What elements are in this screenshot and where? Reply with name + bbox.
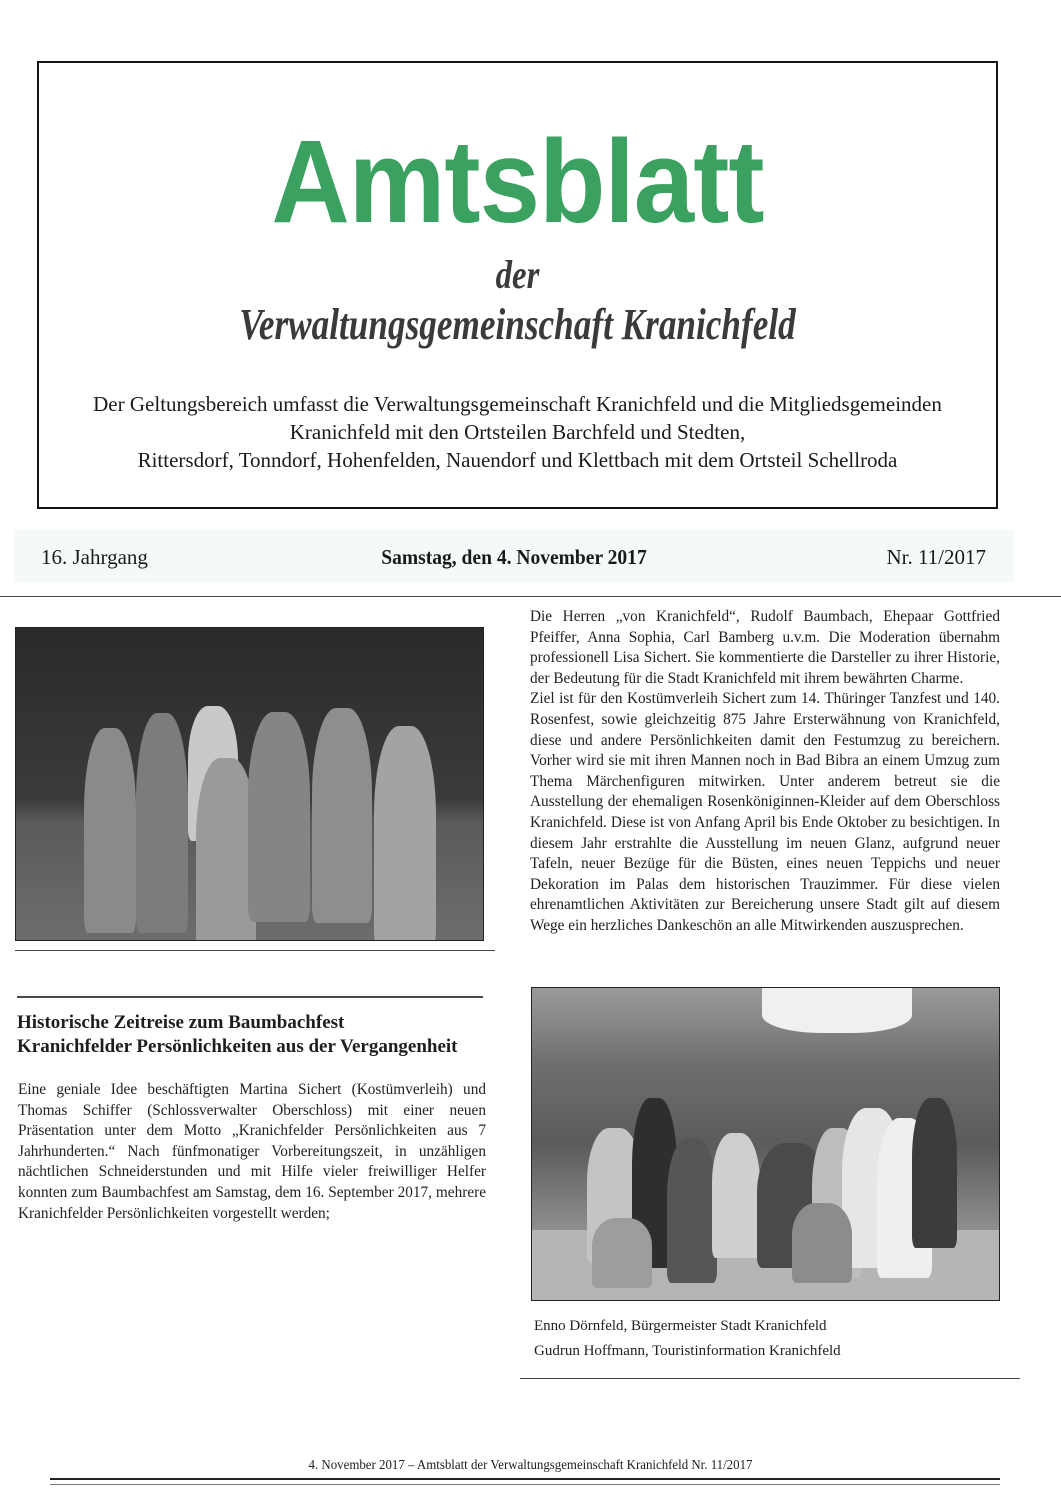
photo-figure [667,1138,717,1283]
footer-rule [50,1478,1000,1480]
photo-group-costumes [531,987,1000,1301]
article-continuation [530,607,1000,937]
photo-figure [84,728,136,933]
publication-subtitle-org: Verwaltungsgemeinschaft Kranichfeld [239,300,796,349]
photo-figure [196,758,256,941]
footer-rule-lower [50,1484,1000,1485]
photo-figure [592,1218,652,1288]
photo-figure [792,1203,852,1283]
article-heading-line: Kranichfelder Persönlichkeiten aus der Vergangenheit [17,1036,458,1057]
article-divider [17,996,483,998]
paragraph: Ziel ist für den Kostümverleih Sichert zum 14. Thüringer Tanzfest und 140. Rosenfest, sowie gleichzeitig 875 Jahre Ersterwähnung von Kranichfeld, diese und andere Persönlichkeiten damit den Festumzug zu bereichern. Vorher wird sie mit ihren Mannen noch in Bad Bibra an einem Umzug zum Thema Märchenfiguren mitwirken. Unter anderem betreut sie die Ausstellung der ehemaligen Rosenköniginnen-Kleider auf dem Oberschloss Kranichfeld. Diese ist von Anfang April bis Ende Oktober zu besichtigen. In diesem Jahr erstrahlte die Ausstellung im neuen Glanz, aufgrund neuer Tafeln, neuer Bezüge für die Büsten, eines neuen Teppichs und neuer Dekoration im Palas dem historischen Trauzimmer. Für diese vielen ehrenamtlichen Aktivitäten zur Bereicherung unsere Stadt gilt auf diesem Wege ein herzliches Dankeschön an alle Mitwirkenden auszusprechen. [530,690,1000,934]
issue-date: Samstag, den 4. November 2017 [381,545,647,569]
photo-girls-costumes [15,627,484,941]
publication-subtitle-der: der [495,252,540,297]
masthead-box [37,61,998,509]
photo-divider [15,950,495,951]
photo-figure [374,726,436,941]
signature-divider [520,1378,1020,1379]
signature-line: Gudrun Hoffmann, Touristinformation Kranichfeld [534,1343,841,1359]
paragraph: Die Herren „von Kranichfeld“, Rudolf Baumbach, Ehepaar Gottfried Pfeiffer, Anna Sophia, Carl Bamberg u.v.m. Die Moderation übernahm professionell Lisa Sichert. Sie kommentierte die Darsteller zu ihrer Historie, der Bedeutung für die Stadt Kranichfeld mit ihrem bewährten Charme. [530,608,1000,687]
article-heading-line: Historische Zeitreise zum Baumbachfest [17,1012,345,1033]
page-footer: 4. November 2017 – Amtsblatt der Verwaltungsgemeinschaft Kranichfeld Nr. 11/2017 [308,1458,753,1473]
jurisdiction-statement [39,390,996,474]
photo-figure [312,708,372,923]
photo-figure [248,712,310,922]
publication-title: Amtsblatt [271,116,764,248]
photo-figure [912,1098,957,1248]
issue-info-band [14,530,1014,582]
issue-number: Nr. 11/2017 [886,545,986,569]
scope-line: Rittersdorf, Tonndorf, Hohenfelden, Nauendorf und Klettbach mit dem Ortsteil Schellroda [137,448,898,472]
photo-figure [712,1133,760,1258]
scope-line: Kranichfeld mit den Ortsteilen Barchfeld und Stedten, [289,420,746,444]
photo-sky [762,988,912,1033]
signature-line: Enno Dörnfeld, Bürgermeister Stadt Kranichfeld [534,1318,827,1334]
signature-block [534,1314,841,1364]
article-body: Eine geniale Idee beschäftigten Martina Sichert (Kostümverleih) und Thomas Schiffer (Schlossverwalter Oberschloss) mit einer neuen Präsentation unter dem Motto „Kranichfelder Persönlichkeiten aus 7 Jahrhunderten.“ Nach fünfmonatiger Vorbereitungszeit, in unzähligen nächtlichen Schneiderstunden und mit Hilfe vieler freiwilliger Helfer konnten zum Baumbachfest am Samstag, dem 16. September 2017, mehrere Kranichfelder Persönlichkeiten vorgestellt werden; [18,1081,486,1222]
scope-line: Der Geltungsbereich umfasst die Verwaltungsgemeinschaft Kranichfeld und die Mitgliedsgemeinden [93,392,942,416]
header-divider [0,596,1061,597]
article-heading [17,1011,497,1059]
photo-figure [136,713,188,933]
volume-label: 16. Jahrgang [41,545,148,569]
